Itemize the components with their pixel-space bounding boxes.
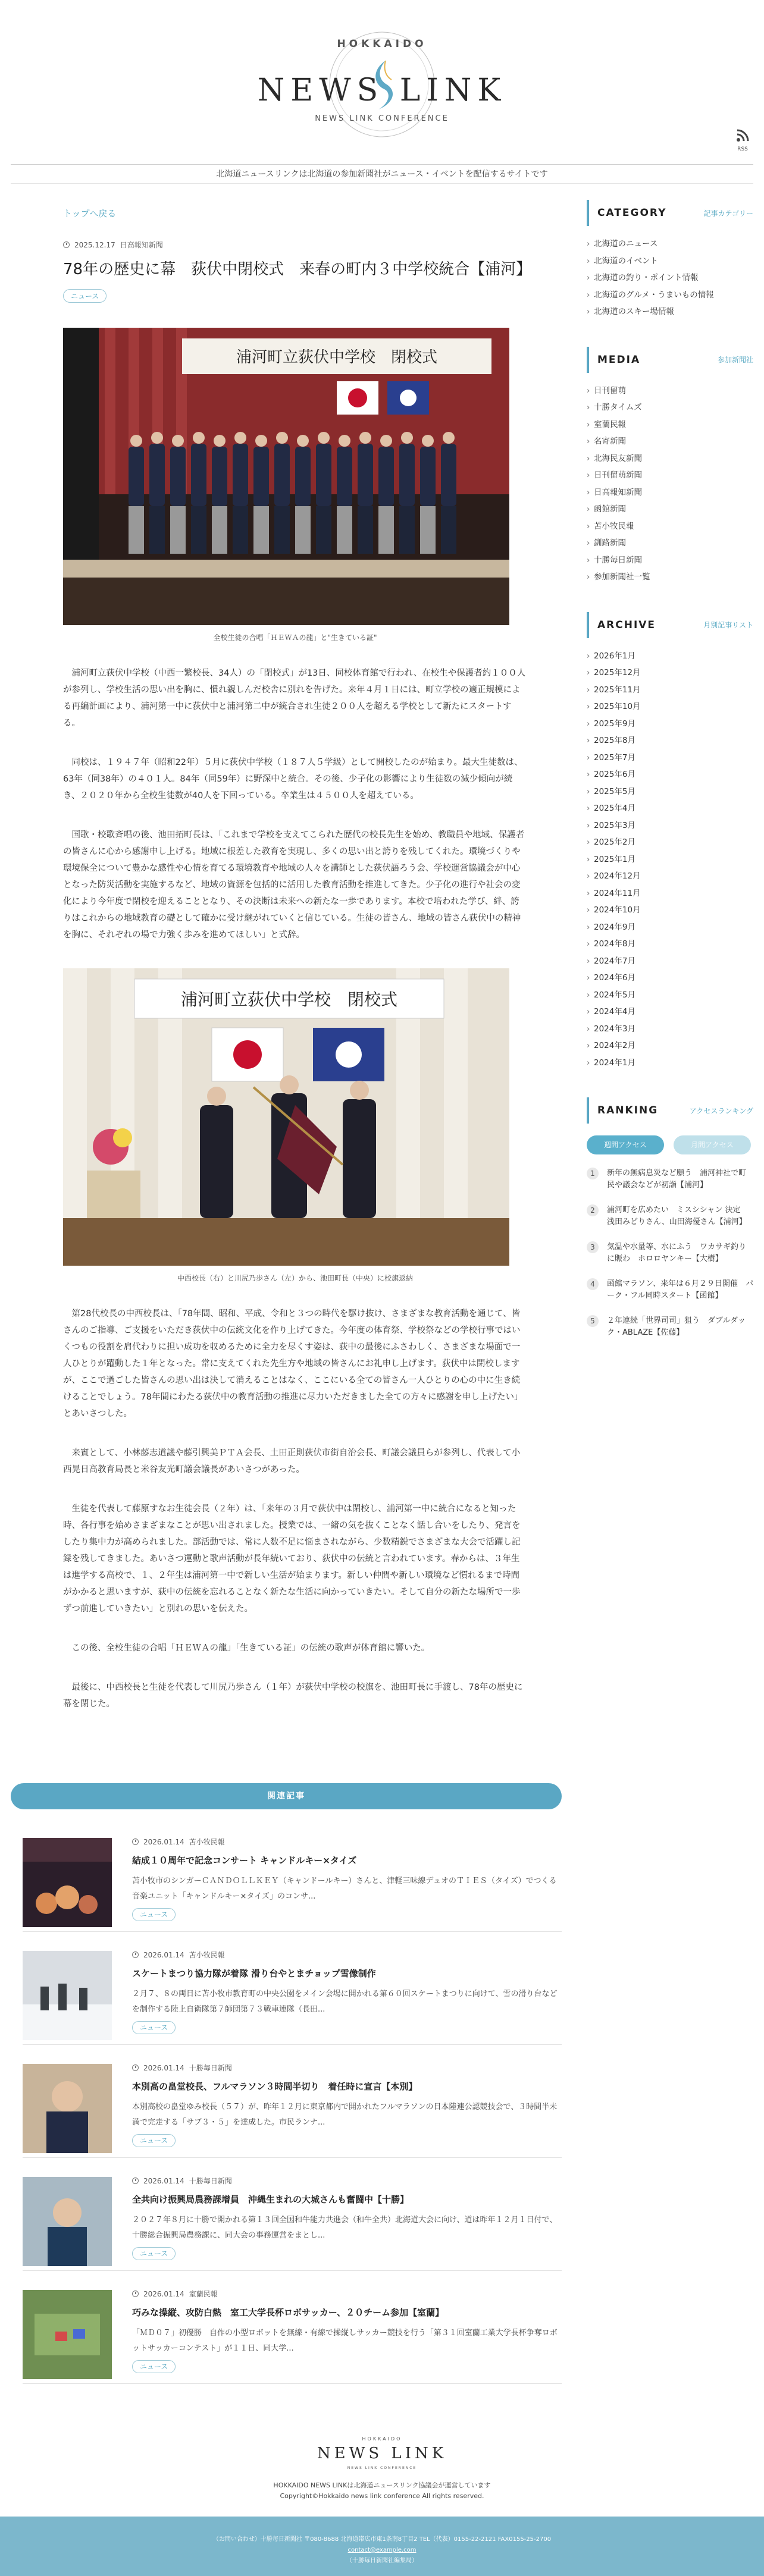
related-title: 巧みな操縦、攻防白熱 室工大学長杯ロボサッカー、２０チーム参加【室蘭】	[132, 2307, 444, 2318]
category-widget	[587, 200, 753, 321]
related-meta	[132, 1837, 561, 1847]
archive-item[interactable]: › 2024年5月	[587, 987, 753, 1004]
footer-logo-top: HOKKAIDO	[362, 2436, 402, 2442]
sidebar	[587, 200, 753, 1365]
footer-operator: HOKKAIDO NEWS LINKは北海道ニュースリンク協議会が運営しています	[273, 2481, 491, 2489]
related-body	[132, 1950, 561, 2034]
archive-subtitle: 月別記事リスト	[703, 621, 753, 629]
media-widget	[587, 347, 753, 586]
article-paragraph: 最後に、中西校長と生徒を代表して川尻乃歩さん（１年）が荻伏中学校の校旗を、池田町長に手渡し、78年の歴史に幕を閉じた。	[63, 1683, 523, 1709]
office-thumbnail-image	[23, 2177, 112, 2266]
article-tag[interactable]: ニュース	[63, 289, 107, 303]
media-subtitle: 参加新聞社	[717, 356, 753, 364]
ranking-widget-header	[587, 1097, 753, 1124]
related-excerpt: ２０２７年８月に十勝で開かれる第１３回全国和牛能力共進会（和牛全共）北海道大会に向け、道は昨年１２月１日付で、十勝総合振興局農務課に、同大会の事務運営をまとし...	[132, 2216, 558, 2240]
archive-item[interactable]: › 2025年12月	[587, 664, 753, 682]
media-item[interactable]: › 日刊留萌	[587, 382, 753, 400]
related-date: 2026.01.14	[143, 1837, 184, 1846]
ranking-item-title: ２年連続「世界司司」狙う ダブルダック・ABLAZE【佐藤】	[607, 1316, 746, 1337]
back-to-top-link[interactable]: トップへ戻る	[63, 208, 117, 219]
category-item[interactable]: › 北海道のニュース	[587, 236, 753, 253]
ranking-number: 2	[587, 1204, 599, 1216]
ranking-item-title: 浦河町を広めたい ミスシシャン 決定 浅田みどりさん、山田海優さん【浦河】	[607, 1206, 749, 1226]
archive-item[interactable]: › 2024年9月	[587, 919, 753, 936]
article-body-part2	[63, 1306, 527, 1712]
ranking-item[interactable]	[587, 1241, 753, 1265]
flag-banner-text: 浦河町立荻伏中学校 閉校式	[180, 990, 398, 1009]
logo-main-text: NEWS LINK	[257, 73, 507, 108]
article-paragraph: 生徒を代表して藤原すなお生徒会長（２年）は、「来年の３月で荻伏中は閉校し、浦河第一中に統合になると知った時、各行事を始めさまざまなことが思い出されました。授業では、一緒の気を抜くことなく話し合いをしたり、発言をしたり集中力が高められました。部活動では、常に人数不足に悩まされながら、少数精鋭でさまざまな大会で活躍し記録を残してきました。あいさつ運動と歌声活動が長年続いており、荻伏中の伝統と言われています。春からは、３年生は進学する高校で、１、２年生は浦河第一中で新しい生活が始まります。新しい仲間や新しい環境など慣れるまで時間がかかると思いますが、荻中の伝統を忘れることなく新たな生活に向かっていきたい。そして自分の新たな場所で一歩ずつ前進していきたい」と別れの思いを伝えた。	[63, 1504, 521, 1614]
category-subtitle: 記事カテゴリー	[703, 209, 753, 218]
archive-title: ARCHIVE	[597, 619, 656, 631]
choir-banner-text: 浦河町立荻伏中学校 閉校式	[236, 349, 438, 366]
related-date: 2026.01.14	[143, 2063, 184, 2072]
footer-info	[0, 2480, 764, 2502]
archive-widget-header	[587, 612, 753, 638]
related-tag[interactable]: ニュース	[132, 2247, 176, 2260]
ranking-number: 5	[587, 1315, 599, 1327]
related-thumbnail	[23, 1951, 112, 2040]
category-item[interactable]: › 北海道のスキー場情報	[587, 303, 753, 321]
article	[63, 207, 532, 1712]
marathon-thumbnail-image	[23, 2064, 112, 2153]
related-articles-title: 関連記事	[11, 1783, 562, 1809]
article-title: 78年の歴史に幕 荻伏中閉校式 来春の町内３中学校統合【浦河】	[63, 261, 532, 278]
related-tag[interactable]: ニュース	[132, 2360, 176, 2373]
related-date: 2026.01.14	[143, 1950, 184, 1959]
ranking-item[interactable]	[587, 1204, 753, 1228]
archive-list	[587, 648, 753, 1072]
media-item[interactable]: › 日高報知新聞	[587, 484, 753, 501]
site-logo[interactable]	[238, 13, 526, 156]
media-item[interactable]: › 釧路新聞	[587, 535, 753, 552]
ranking-title: RANKING	[597, 1105, 659, 1116]
related-source: 十勝毎日新聞	[189, 2177, 232, 2185]
archive-item[interactable]: › 2025年8月	[587, 732, 753, 749]
related-body	[132, 2176, 561, 2260]
category-title: CATEGORY	[597, 207, 667, 219]
related-article-item[interactable]	[23, 1932, 562, 2045]
ranking-item-title: 函館マラソン、来年は６月２９日開催 パーク・フル同時スタート【函館】	[607, 1279, 753, 1300]
archive-item[interactable]: › 2024年2月	[587, 1037, 753, 1055]
media-widget-header	[587, 347, 753, 373]
related-tag[interactable]: ニュース	[132, 1908, 176, 1921]
archive-item[interactable]: › 2024年1月	[587, 1055, 753, 1072]
related-meta	[132, 1950, 561, 1960]
related-body	[132, 2063, 561, 2147]
archive-item[interactable]: › 2025年2月	[587, 834, 753, 851]
category-item[interactable]: › 北海道のグルメ・うまいもの情報	[587, 287, 753, 304]
ranking-item-title: 気温や水量等、水にふう ワカサギ釣りに賑わ ホロロヤンキー【大樹】	[607, 1242, 747, 1263]
related-title: 本別高の畠堂校長、フルマラソン３時間半切り 着任時に宣言【本別】	[132, 2081, 418, 2092]
logo-top-text: HOKKAIDO	[337, 38, 427, 50]
photo-caption-choir: 全校生徒の合唱「ＨＥＷＡの龍」と"生きている証"	[213, 633, 377, 642]
footer-copyright: Copyright©Hokkaido news link conference All rights reserved.	[280, 2492, 484, 2500]
robot-thumbnail-image	[23, 2290, 112, 2379]
related-excerpt: 苫小牧市のシンガーＣＡＮＤＯＬＬＫＥＹ（キャンドールキー）さんと、津軽三味線デュオのＴＩＥＳ（タイズ）でつくる音楽ユニット「キャンドルキー×タイズ」のコンサ...	[132, 1877, 557, 1901]
related-date: 2026.01.14	[143, 2176, 184, 2185]
ranking-number: 1	[587, 1168, 599, 1179]
choir-photo-image	[63, 328, 509, 625]
snow-thumbnail-image	[23, 1951, 112, 2040]
related-source: 苫小牧民報	[189, 1838, 225, 1846]
clock-icon	[132, 2177, 139, 2184]
flag-return-photo-image	[63, 968, 509, 1266]
footer-contact-bar	[0, 2517, 764, 2576]
media-list	[587, 382, 753, 586]
category-widget-header	[587, 200, 753, 226]
archive-item[interactable]: › 2024年4月	[587, 1003, 753, 1021]
archive-item[interactable]: › 2025年9月	[587, 716, 753, 733]
media-item[interactable]: › 室蘭民報	[587, 416, 753, 434]
related-article-item[interactable]	[23, 2045, 562, 2158]
related-source: 室蘭民報	[189, 2290, 218, 2298]
article-photo-flag-return	[63, 968, 509, 1266]
ranking-number: 3	[587, 1241, 599, 1253]
header-divider	[11, 164, 753, 165]
archive-item[interactable]: › 2025年4月	[587, 800, 753, 817]
footer-contact-email[interactable]: contact@example.com	[347, 2547, 417, 2553]
rss-link[interactable]	[733, 128, 752, 152]
article-photo-choir	[63, 328, 509, 625]
footer-contact-dept: （十勝毎日新聞社編集局）	[346, 2558, 418, 2564]
related-thumbnail	[23, 1838, 112, 1927]
article-paragraph: 第28代校長の中西校長は、「78年間、昭和、平成、令和と３つの時代を駆け抜け、さまざまな教育活動を通じて、皆さんのご指導、ご支援をいただき荻伏中の伝統文化を作り上げてきた。今年度の体育祭、学校祭などの学校行事ではいくつもの役割を肩代わりに担い成功を収めるために全力を尽くす姿は、荻中の最後にふさわしく、さまざまな場面で一人ひとりが躍動した１年となった。常に支えてくれた先生方や地域の皆さんにお礼申し上げます。荻伏中は閉校しますが、ここで過ごした皆さんの思い出は決して消えることはなく、ここにいる全ての皆さん一人ひとりの心の中に生き続けることでしょう。78年間にわたる荻伏中の教育活動の推進に尽力いただきました全ての方々に感謝を申し上げたい」とあいさつした。	[63, 1309, 523, 1419]
archive-item[interactable]: › 2025年7月	[587, 749, 753, 767]
tagline-divider	[11, 183, 753, 184]
archive-item[interactable]: › 2025年1月	[587, 851, 753, 868]
ranking-item[interactable]	[587, 1168, 753, 1191]
related-body	[132, 2289, 561, 2373]
rss-icon	[735, 128, 750, 143]
related-excerpt: ２月７、８の両日に苫小牧市教育町の中央公園をメイン会場に開かれる第６０回スケートまつりに向けて、雪の滑り台などを制作する陸上自衛隊第７師団第７３戦車連隊（長田...	[132, 1990, 558, 2014]
archive-item[interactable]: › 2025年11月	[587, 682, 753, 699]
article-paragraph: この後、全校生徒の合唱「ＨＥＷＡの龍」「生きている証」の伝統の歌声が体育館に響いた。	[71, 1643, 430, 1653]
related-meta	[132, 2063, 561, 2073]
media-item[interactable]: › 苫小牧民報	[587, 518, 753, 535]
related-thumbnail	[23, 2290, 112, 2379]
ranking-item-title: 新年の無病息災など願う 浦河神社で町民や議会などが初詣【浦河】	[607, 1169, 747, 1190]
category-list	[587, 236, 753, 321]
tab-weekly-access[interactable]: 週間アクセス	[587, 1135, 664, 1154]
related-date: 2026.01.14	[143, 2289, 184, 2298]
tab-monthly-access[interactable]: 月間アクセス	[674, 1135, 751, 1154]
category-item[interactable]: › 北海道のイベント	[587, 253, 753, 270]
article-paragraph: 国歌・校歌斉唱の後、池田拓町長は、「これまで学校を支えてこられた歴代の校長先生を始め、教職員や地域、保護者の皆さんに心から感謝申し上げる。地域に根差した教育を実現し、多くの思い出と誇りを残してくれた。環境づくりや環境保全について豊かな感性や心情を育てる環境教育や地域の人々を講師とした荻伏語ろう会、学校運営協議会が中心となった防災活動を実施するなど、地域の資源を包括的に活用した教育活動を推進してきた。少子化の進行や社会の変化により今年度で閉校を迎えることとなり、その決断は未来への新たな一歩であります。本校で培われた学び、絆、誇りはこれからの地域教育の礎として確かに受け継がれていくと信じている。生徒の皆さん、地域の皆さん荻伏中の精神を胸に、それぞれの場で力強く歩みを進めてほしい」と式辞。	[63, 830, 525, 940]
media-item[interactable]: › 北海民友新聞	[587, 450, 753, 467]
clock-icon	[132, 1838, 139, 1845]
article-date: 2025.12.17	[74, 240, 115, 249]
concert-thumbnail-image	[23, 1838, 112, 1927]
related-thumbnail	[23, 2064, 112, 2153]
media-title: MEDIA	[597, 353, 641, 366]
archive-item[interactable]: › 2026年1月	[587, 648, 753, 665]
footer-contact-address: （お問い合わせ）十勝毎日新聞社 〒080-8688 北海道帯広市東1条南8丁目2 TEL（代表）0155-22-2121 FAX0155-25-2700	[212, 2536, 552, 2543]
archive-item[interactable]: › 2024年10月	[587, 902, 753, 919]
archive-item[interactable]: › 2024年8月	[587, 936, 753, 953]
related-article-item[interactable]	[23, 2158, 562, 2271]
archive-item[interactable]: › 2025年5月	[587, 783, 753, 801]
archive-item[interactable]: › 2024年12月	[587, 868, 753, 885]
media-item[interactable]: › 函館新聞	[587, 501, 753, 518]
clock-icon	[132, 2291, 139, 2297]
article-paragraph: 浦河町立荻伏中学校（中西一繁校長、34人）の「閉校式」が13日、同校体育館で行われ、在校生や保護者約１００人が参列し、学校生活の思い出を胸に、慣れ親しんだ校舎に別れを告げた。来年４月１日には、町立学校の適正規模による再編計画により、浦河第一中に荻伏中と浦河第二中が統合され生徒２００人を超える学校として新たにスタートする。	[63, 669, 526, 728]
related-title: スケートまつり協力隊が着隊 滑り台やとまチョップ雪像制作	[132, 1968, 376, 1979]
site-header	[0, 0, 764, 167]
related-article-item[interactable]	[23, 1819, 562, 1932]
footer-logo-main: NEWS LINK	[317, 2445, 447, 2462]
media-item[interactable]: › 名寄新聞	[587, 433, 753, 450]
archive-item[interactable]: › 2024年3月	[587, 1021, 753, 1038]
logo-sub-text: NEWS LINK CONFERENCE	[315, 114, 449, 123]
footer-logo[interactable]	[309, 2431, 455, 2472]
article-body-part1	[63, 665, 527, 943]
ranking-item[interactable]	[587, 1315, 753, 1339]
archive-item[interactable]: › 2024年7月	[587, 953, 753, 970]
related-body	[132, 1837, 561, 1921]
media-item[interactable]: › 十勝毎日新聞	[587, 552, 753, 569]
archive-widget	[587, 612, 753, 1072]
article-meta	[63, 240, 527, 250]
related-source: 十勝毎日新聞	[189, 2064, 232, 2072]
rss-label: RSS	[737, 146, 748, 152]
archive-item[interactable]: › 2025年10月	[587, 698, 753, 716]
site-tagline: 北海道ニュースリンクは北海道の参加新聞社がニュース・イベントを配信するサイトです	[216, 170, 548, 179]
related-source: 苫小牧民報	[189, 1951, 225, 1959]
related-articles	[11, 1783, 562, 2371]
ranking-widget	[587, 1097, 753, 1339]
related-title: 結成１０周年で記念コンサート キャンドルキー×タイズ	[132, 1855, 357, 1866]
clock-icon	[132, 2064, 139, 2071]
ranking-item[interactable]	[587, 1278, 753, 1302]
related-tag[interactable]: ニュース	[132, 2021, 176, 2034]
related-article-item[interactable]	[23, 2271, 562, 2384]
clock-icon	[63, 241, 70, 248]
footer-logo-sub: NEWS LINK CONFERENCE	[347, 2466, 417, 2470]
related-thumbnail	[23, 2177, 112, 2266]
archive-item[interactable]: › 2025年3月	[587, 817, 753, 834]
media-item[interactable]: › 日刊留萌新聞	[587, 467, 753, 484]
archive-item[interactable]: › 2024年6月	[587, 969, 753, 987]
related-excerpt: 本別高校の畠堂ゆみ校長（５７）が、昨年１２月に東京都内で開かれたフルマラソンの日本陸連公認競技会で、３時間半未満で完走する「サブ３・５」を達成した。市民ランナ...	[132, 2103, 558, 2127]
category-item[interactable]: › 北海道の釣り・ポイント情報	[587, 269, 753, 287]
related-meta	[132, 2176, 561, 2186]
related-meta	[132, 2289, 561, 2299]
ranking-tabs	[587, 1135, 753, 1154]
archive-item[interactable]: › 2025年6月	[587, 766, 753, 783]
archive-item[interactable]: › 2024年11月	[587, 885, 753, 902]
related-title: 全共向け振興局農務課增員 沖縄生まれの大城さんも奮闘中【十勝】	[132, 2194, 409, 2205]
media-item[interactable]: › 参加新聞社一覧	[587, 569, 753, 586]
ranking-number: 4	[587, 1278, 599, 1290]
photo-caption-flag-return: 中西校長（右）と川尻乃歩さん（左）から、池田町長（中央）に校旗返納	[177, 1274, 413, 1282]
ranking-subtitle: アクセスランキング	[689, 1106, 753, 1115]
article-paragraph: 来賓として、小林藤志道議や藤引興美ＰＴＡ会長、土田正則荻伏市街自治会長、町議会議員らが参列し、代表して小西晃日高教育局長と米谷友光町議会議長があいさつがあった。	[63, 1448, 521, 1474]
clock-icon	[132, 1951, 139, 1958]
media-item[interactable]: › 十勝タイムズ	[587, 399, 753, 416]
article-source[interactable]: 日高報知新聞	[120, 241, 163, 249]
related-excerpt: 「ＭＤ０７」初優勝 自作の小型ロボットを無線・有線で操縦しサッカー競技を行う「第３１回室蘭工業大学長杯争奪ロボットサッカーコンテスト」が１１日、同大学...	[132, 2329, 558, 2353]
article-paragraph: 同校は、１９４７年（昭和22年）５月に荻伏中学校（１８７人５学級）として開校したのが始まり。最大生徒数は、63年（同38年）の４０１人。84年（同59年）に野深中と統合。その後、少子化の影響により生徒数の減少傾向が続き、２０２０年から全校生徒数が40人を下回っている。卒業生は４５００人を超えている。	[63, 758, 523, 801]
related-tag[interactable]: ニュース	[132, 2134, 176, 2147]
